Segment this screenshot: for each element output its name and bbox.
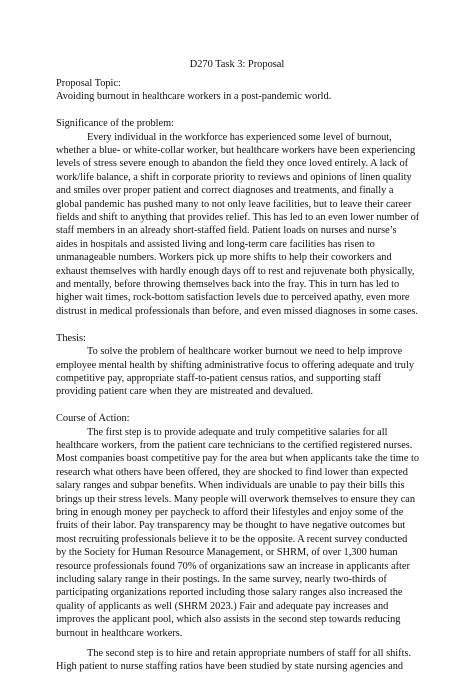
document-body <box>56 77 420 674</box>
spacer <box>56 640 420 647</box>
topic-heading: Proposal Topic: <box>56 78 121 89</box>
spacer <box>56 104 420 117</box>
spacer <box>56 399 420 412</box>
course-of-action-paragraph-2: The second step is to hire and retain appropriate numbers of staff for all shifts. High patient to nurse staffing ratios have been studied by state nursing agencies and <box>56 648 412 673</box>
document-title: D270 Task 3: Proposal <box>189 59 285 70</box>
course-of-action-paragraph-1: The first step is to provide adequate and truly competitive salaries for all healthcare workers, from the patient care technicians to the certified registered nurses. Most companies boast competitive pay for the area but when applicants take the time to research what others have been offered, they are shocked to find lower than expected salary ranges and subpar benefits. When individuals are unable to pay their bills this brings up their stress levels. Many people will overwork themselves to ensure they can bring in enough money per paycheck to afford their lifestyles and enjoy some of the fruits of their labor. Pay transparency may be thought to have negative outcomes but most recruiting professionals believe it to be the opposite. A recent survey conducted by the Society for Human Resource Management, or SHRM, of over 1,300 human resource professionals found 70% of organizations saw an increase in applicants after including salary range in their postings. In the same survey, nearly two-thirds of participating organizations reported including those salary ranges also increased the quality of applicants as well (SHRM 2023.) Fair and adequate pay increases and improves the applicant pool, which also assists in the second step towards reducing burnout in healthcare workers. <box>56 426 420 639</box>
course-of-action-heading: Course of Action: <box>56 413 130 425</box>
thesis-paragraph: To solve the problem of healthcare worker burnout we need to help improve employee mental health by shifting administrative focus to offering adequate and truly competitive pay, appropriate staff-to-patient census ratios, and supporting staff providing patient care when they are mistreated and devalued. <box>56 346 415 398</box>
topic-text: Avoiding burnout in healthcare workers in a post-pandemic world. <box>56 91 332 103</box>
spacer <box>56 318 420 331</box>
thesis-heading: Thesis: <box>56 332 86 344</box>
significance-paragraph: Every individual in the workforce has experienced some level of burnout, whether a blue- or white-collar worker, but healthcare workers have been experiencing levels of stress severe enough to abandon the field they once loved entirely. A lack of work/life balance, a shift in corporate priority to reviews and opinions of linen quality and smiles over proper patient and correct diagnoses and treatments, and finally a global pandemic has pushed many to not only leave facilities, but to leave their career fields and shift to anything that provides relief. This has led to an even lower number of staff members in an already short-staffed field. Patient loads on nurses and nurse’s aides in hospitals and assisted living and long-term care facilities has risen to unmanageable numbers. Workers pick up more shifts to help their coworkers and exhaust themselves with hardly enough days off to rest and rejuvenate both physically, and mentally, before throwing themselves back into the fray. This in turn has led to higher wait times, rock-bottom satisfaction levels due to perceived apathy, even more distrust in medical professionals than before, and even missed diagnoses in some cases. <box>56 131 420 317</box>
significance-heading: Significance of the problem: <box>56 118 175 130</box>
